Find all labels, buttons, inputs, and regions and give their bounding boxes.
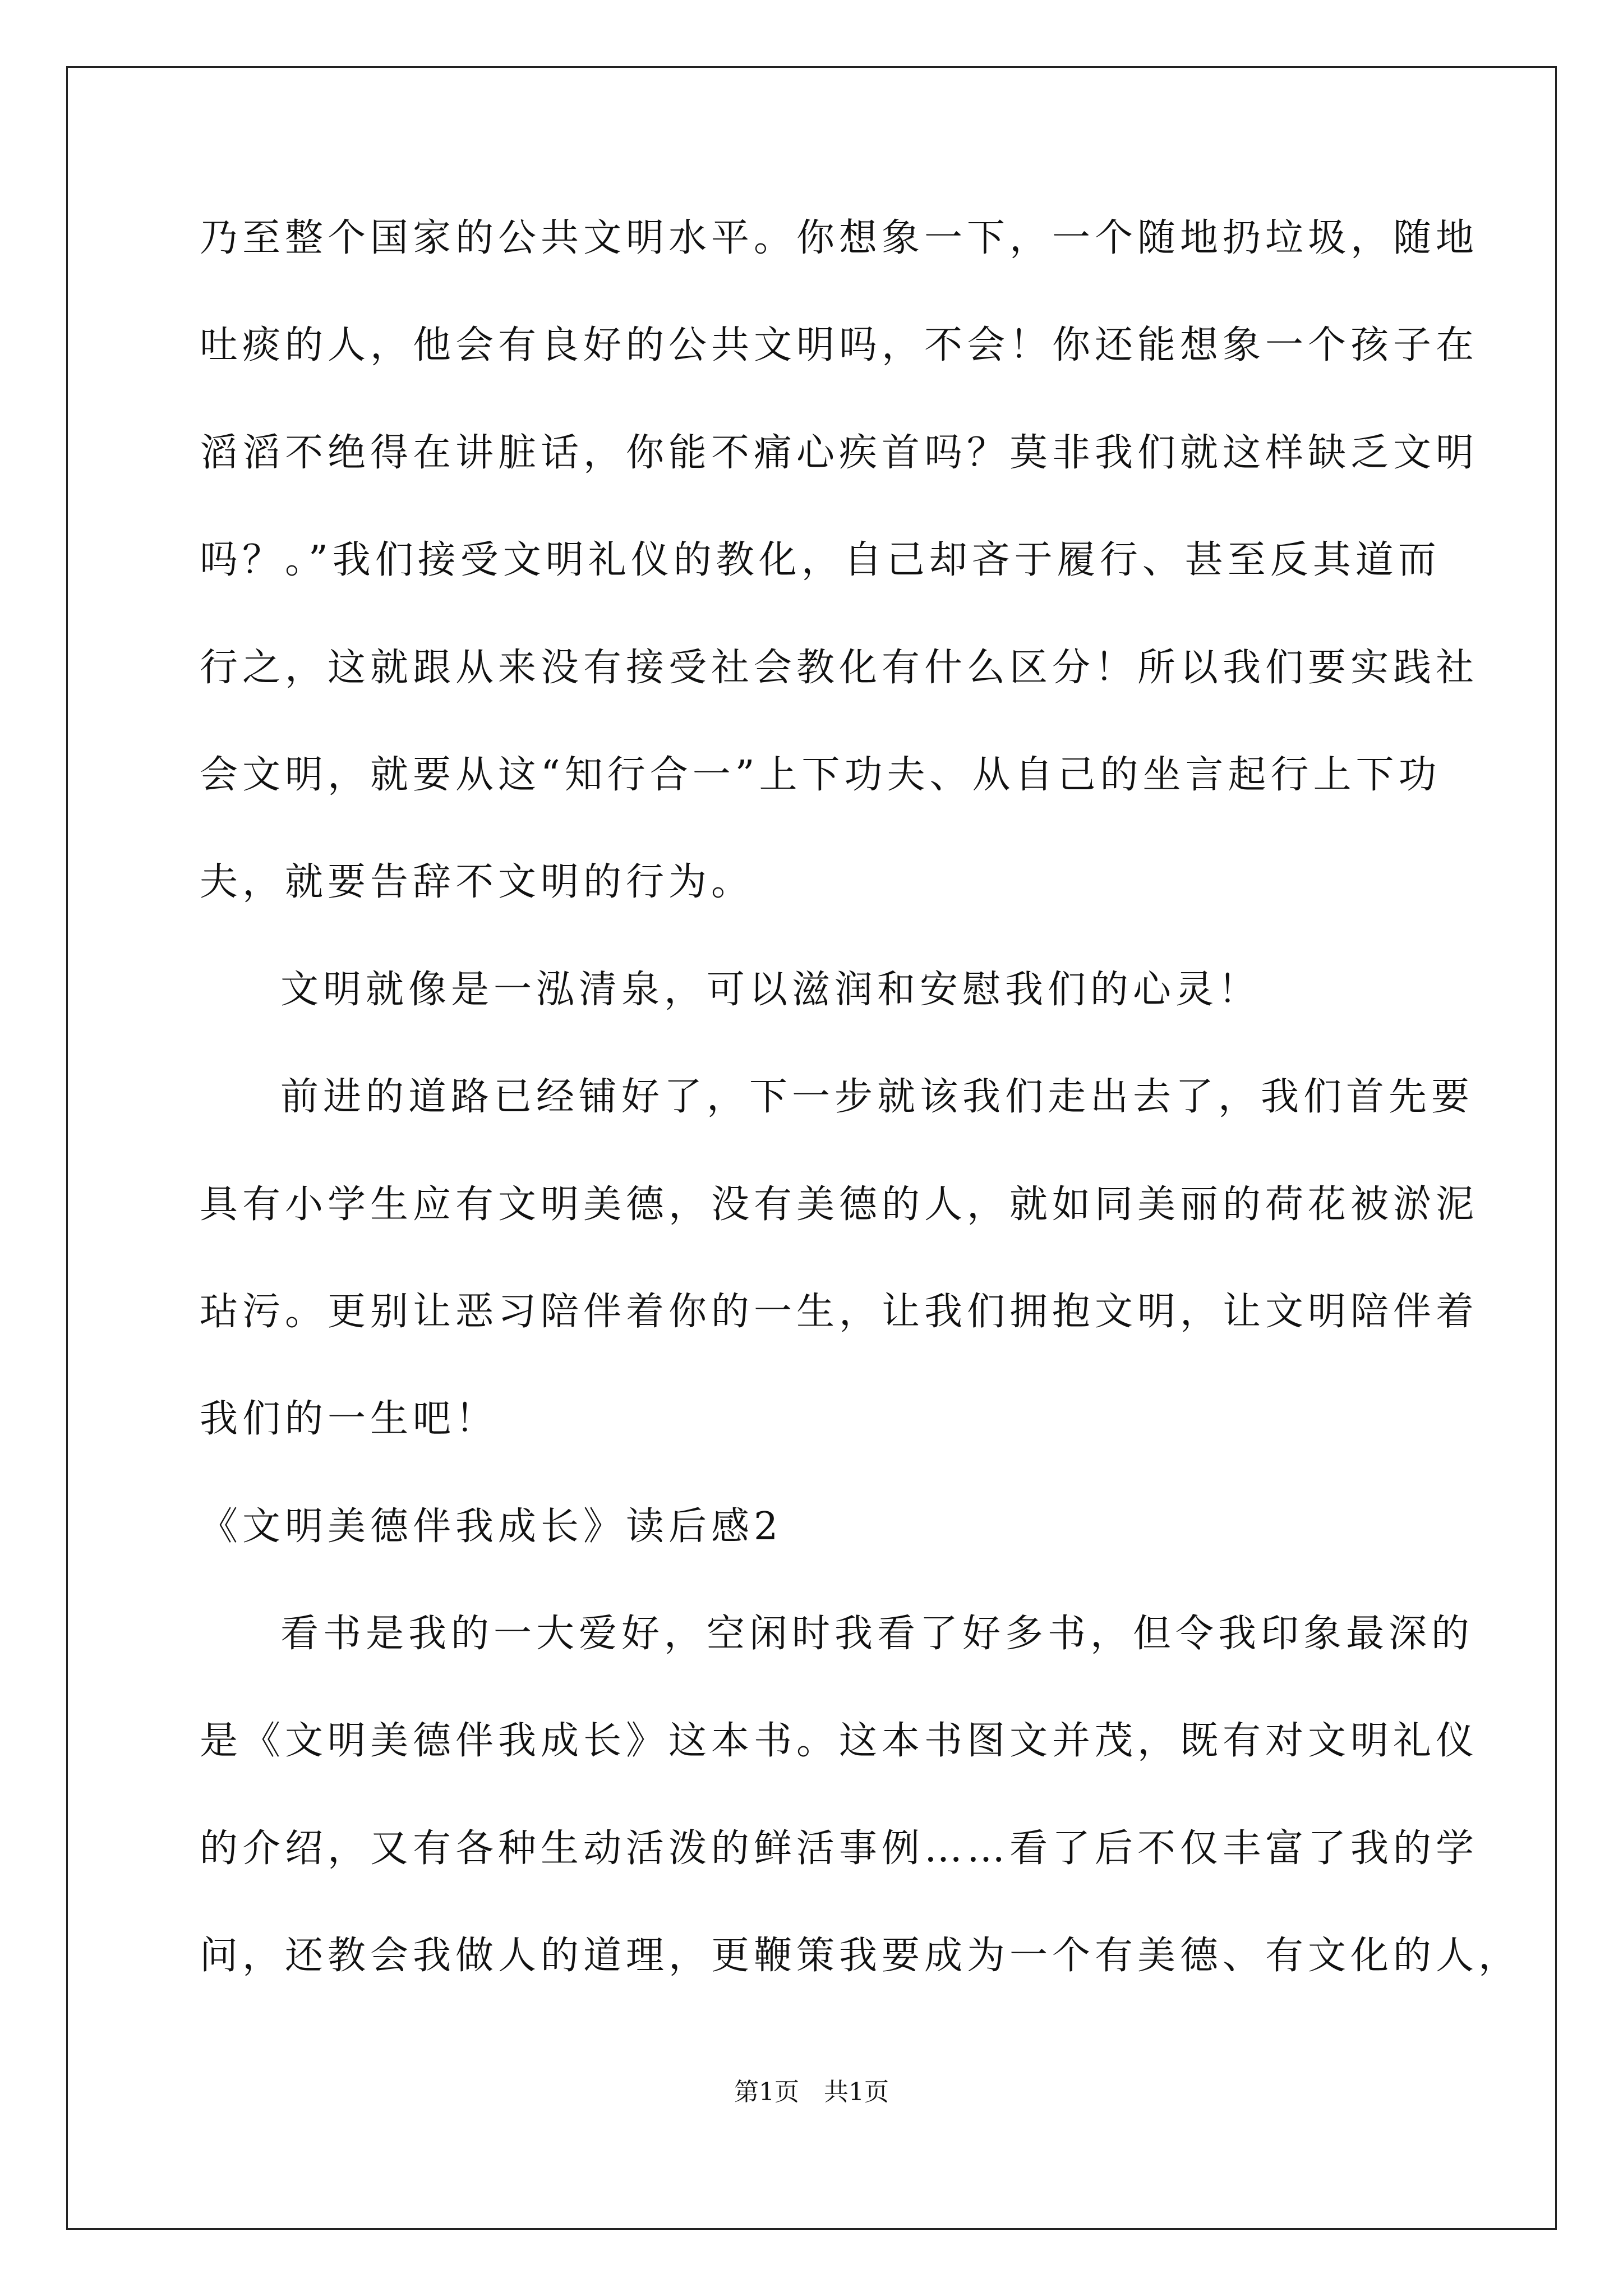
text-line: 吗？。”我们接受文明礼仪的教化，自己却吝于履行、甚至反其道而 <box>200 538 1441 583</box>
page-number-footer: 第1页 共1页 <box>734 2078 889 2106</box>
text-line: 我们的一生吧！ <box>200 1397 499 1442</box>
text-line: 问，还教会我做人的道理，更鞭策我要成为一个有美德、有文化的人， <box>200 1934 1521 1978</box>
paragraph-line: 看书是我的一大爱好，空闲时我看了好多书，但令我印象最深的 <box>280 1612 1474 1657</box>
text-line: 夫，就要告辞不文明的行为。 <box>200 860 754 905</box>
text-line: 行之，这就跟从来没有接受社会教化有什么区分！所以我们要实践社 <box>200 645 1479 690</box>
text-line: 吐痰的人，他会有良好的公共文明吗，不会！你还能想象一个孩子在 <box>200 323 1479 368</box>
text-line: 会文明，就要从这“知行合一”上下功夫、从自己的坐言起行上下功 <box>200 752 1441 797</box>
section-heading: 《文明美德伴我成长》读后感2 <box>200 1504 783 1549</box>
text-line: 乃至整个国家的公共文明水平。你想象一下，一个随地扔垃圾，随地 <box>200 216 1479 260</box>
text-line: 是《文明美德伴我成长》这本书。这本书图文并茂，既有对文明礼仪 <box>200 1719 1479 1764</box>
text-line: 滔滔不绝得在讲脏话，你能不痛心疾首吗？莫非我们就这样缺乏文明 <box>200 430 1479 475</box>
text-line: 玷污。更别让恶习陪伴着你的一生，让我们拥抱文明，让文明陪伴着 <box>200 1289 1479 1334</box>
document-body <box>200 210 1521 2036</box>
paragraph-line: 前进的道路已经铺好了，下一步就该我们走出去了，我们首先要 <box>280 1075 1474 1120</box>
text-line: 的介绍，又有各种生动活泼的鲜活事例……看了后不仅丰富了我的学 <box>200 1826 1479 1871</box>
paragraph-line: 文明就像是一泓清泉，可以滋润和安慰我们的心灵！ <box>280 967 1261 1012</box>
text-line: 具有小学生应有文明美德，没有美德的人，就如同美丽的荷花被淤泥 <box>200 1182 1479 1227</box>
